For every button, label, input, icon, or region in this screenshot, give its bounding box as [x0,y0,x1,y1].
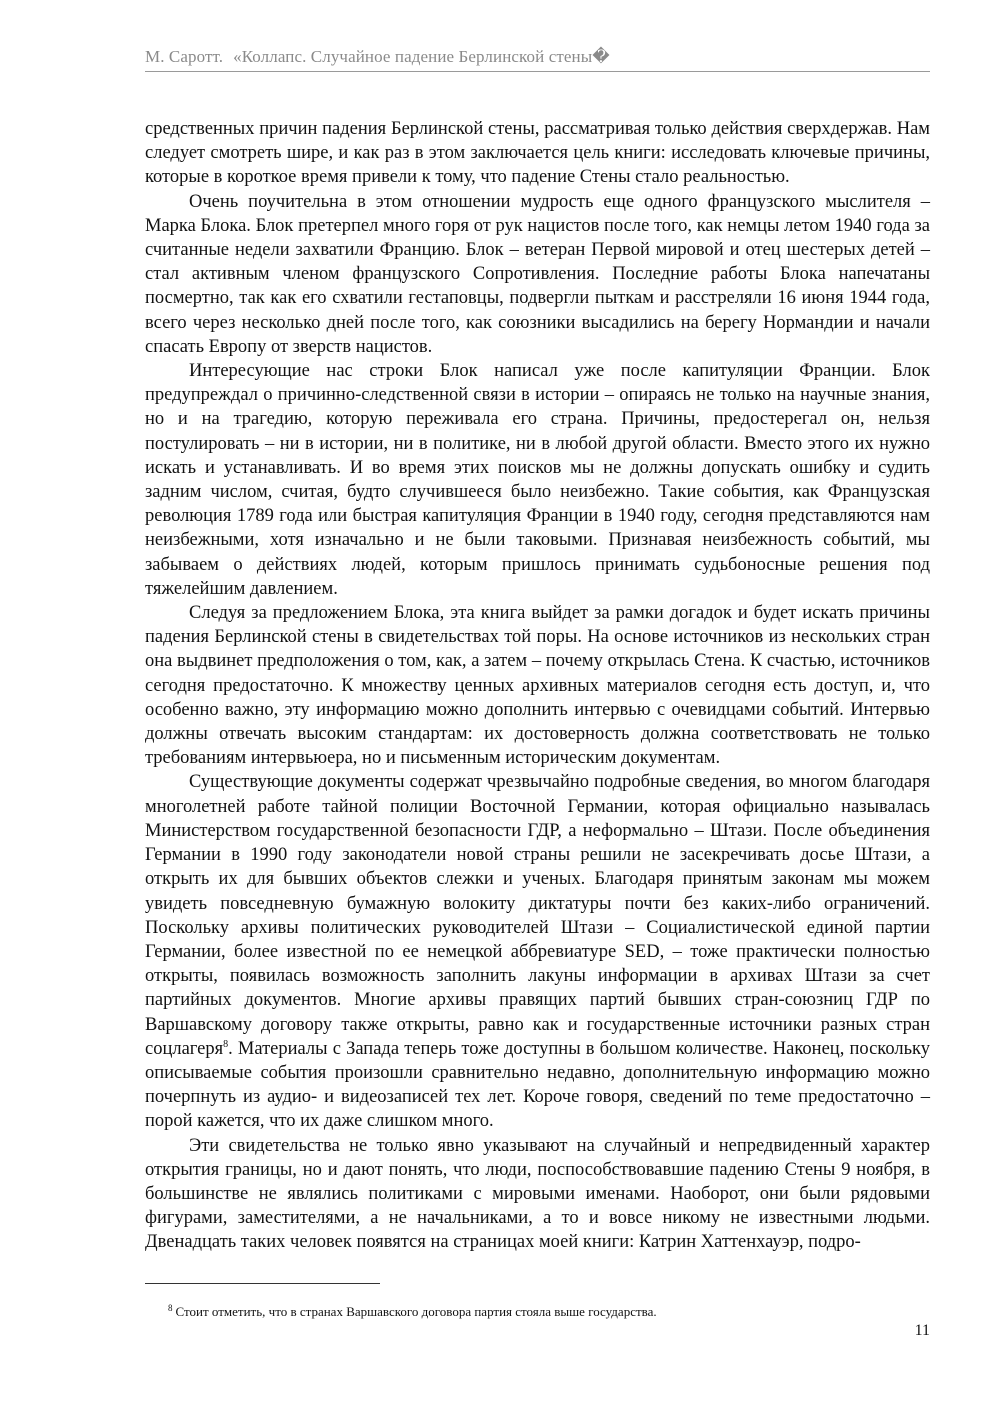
paragraph: средственных причин падения Берлинской стены, рассматривая только действия сверхдержав. Нам следует смотреть шире, и как раз в этом заключается цель книги: исследовать ключевые причины, которые в короткое время привели к тому, что падение Стены стало реальностью. [145,119,930,188]
body-text [145,117,930,1255]
paragraph: Интересующие нас строки Блок написал уже после капитуляции Франции. Блок предупреждал о причинно-следственной связи в истории – опираясь не только на научные знания, но и на трагедию, которую переживала его страна. Причины, предостерегал он, нельзя постулировать – ни в истории, ни в политике, ни в любой другой области. Вместо этого их нужно искать и устанавливать. И во время этих поисков мы не должны допускать ошибку и судить задним числом, считая, будто случившееся было неизбежно. Такие события, как Французская революция 1789 года или быстрая капитуляция Франции в 1940 году, сегодня представляются нам неизбежными, хотя изначально и не были таковыми. Признавая неизбежность событий, мы забываем о действиях людей, которым пришлось принимать судьбоносные решения под тяжелейшим давлением. [145,361,930,599]
footnote [168,1304,928,1320]
footnote-text: Стоит отметить, что в странах Варшавского договора партия стояла выше государства. [175,1304,657,1319]
footnote-number: 8 [168,1303,173,1313]
footnote-reference[interactable]: 8 [223,1038,229,1050]
running-head-author: М. Саротт. [145,47,224,66]
paragraph: Очень поучительна в этом отношении мудрость еще одного французского мыслителя – Марка Блока. Блок претерпел много горя от рук нацистов после того, как немцы летом 1940 года за считанные недели захватили Францию. Блок – ветеран Первой мировой и отец шестерых детей – стал активным членом французского Сопротивления. Последние работы Блока напечатаны посмертно, так как его схватили гестаповцы, подвергли пыткам и расстреляли 16 июня 1944 года, всего через несколько дней после того, как союзники высадились на берегу Нормандии и начали спасать Европу от зверств нацистов. [145,191,930,357]
paragraph: Эти свидетельства не только явно указывают на случайный и непредвиденный характер открытия границы, но и дают понять, что люди, поспособствовавшие падению Стены 9 ноября, в большинстве не являлись политиками с мировыми именами. Наоборот, они были рядовыми фигурами, заместителями, а не начальниками, а то и вовсе никому не известными людьми. Двенадцать таких человек появятся на страницах моей книги: Катрин Хаттенхауэр, подро- [145,1135,930,1253]
paragraph-text: Существующие документы содержат чрезвычайно подробные сведения, во многом благодаря многолетней работе тайной полиции Восточной Германии, которая официально называлась Министерством государственной безопасности ГДР, а неформально – Штази. После объединения Германии в 1990 году законодатели новой страны решили не засекречивать досье Штази, а открыть их для бывших объектов слежки и ученых. Благодаря принятым законам мы можем увидеть повседневную бумажную волокиту диктатуры почти без каких-либо ограничений. Поскольку архивы политических руководителей Штази – Социалистической единой партии Германии, более известной по ее немецкой аббревиатуре SED, – тоже практически полностью открыты, появилась возможность заполнить лакуны информации в архивах Штази за счет партийных документов. Многие архивы правящих партий бывших стран-союзниц ГДР по Варшавскому договору также открыты, равно как и государственные источники разных стран соцлагеря [145,772,930,1059]
paragraph: Следуя за предложением Блока, эта книга выйдет за рамки догадок и будет искать причины падения Берлинской стены в свидетельствах той поры. На основе источников из нескольких стран она выдвинет предположения о том, как, а затем – почему открылась Стена. К счастью, источников сегодня предостаточно. К множеству ценных архивных материалов сегодня есть доступ, и, что особенно важно, эту информацию можно дополнить интервью с очевидцами событий. Интервью должны отвечать высоким стандартам: их достоверность должна соответствовать не только требованиям интервьюера, но и письменным историческим документам. [145,603,930,769]
paragraph [145,770,930,1133]
header-rule [145,71,930,72]
running-head [145,47,930,67]
running-head-book-title: «Коллапс. Случайное падение Берлинской стены� [233,47,610,66]
footnote-rule [145,1283,380,1284]
page-number: 11 [914,1322,930,1339]
paragraph-text: . Материалы с Запада теперь тоже доступны в большом количестве. Наконец, поскольку описываемые события произошли сравнительно недавно, дополнительную информацию можно почерпнуть из аудио- и видеозаписей тех лет. Короче говоря, сведений по теме предостаточно – порой кажется, что их даже слишком много. [145,1038,930,1132]
